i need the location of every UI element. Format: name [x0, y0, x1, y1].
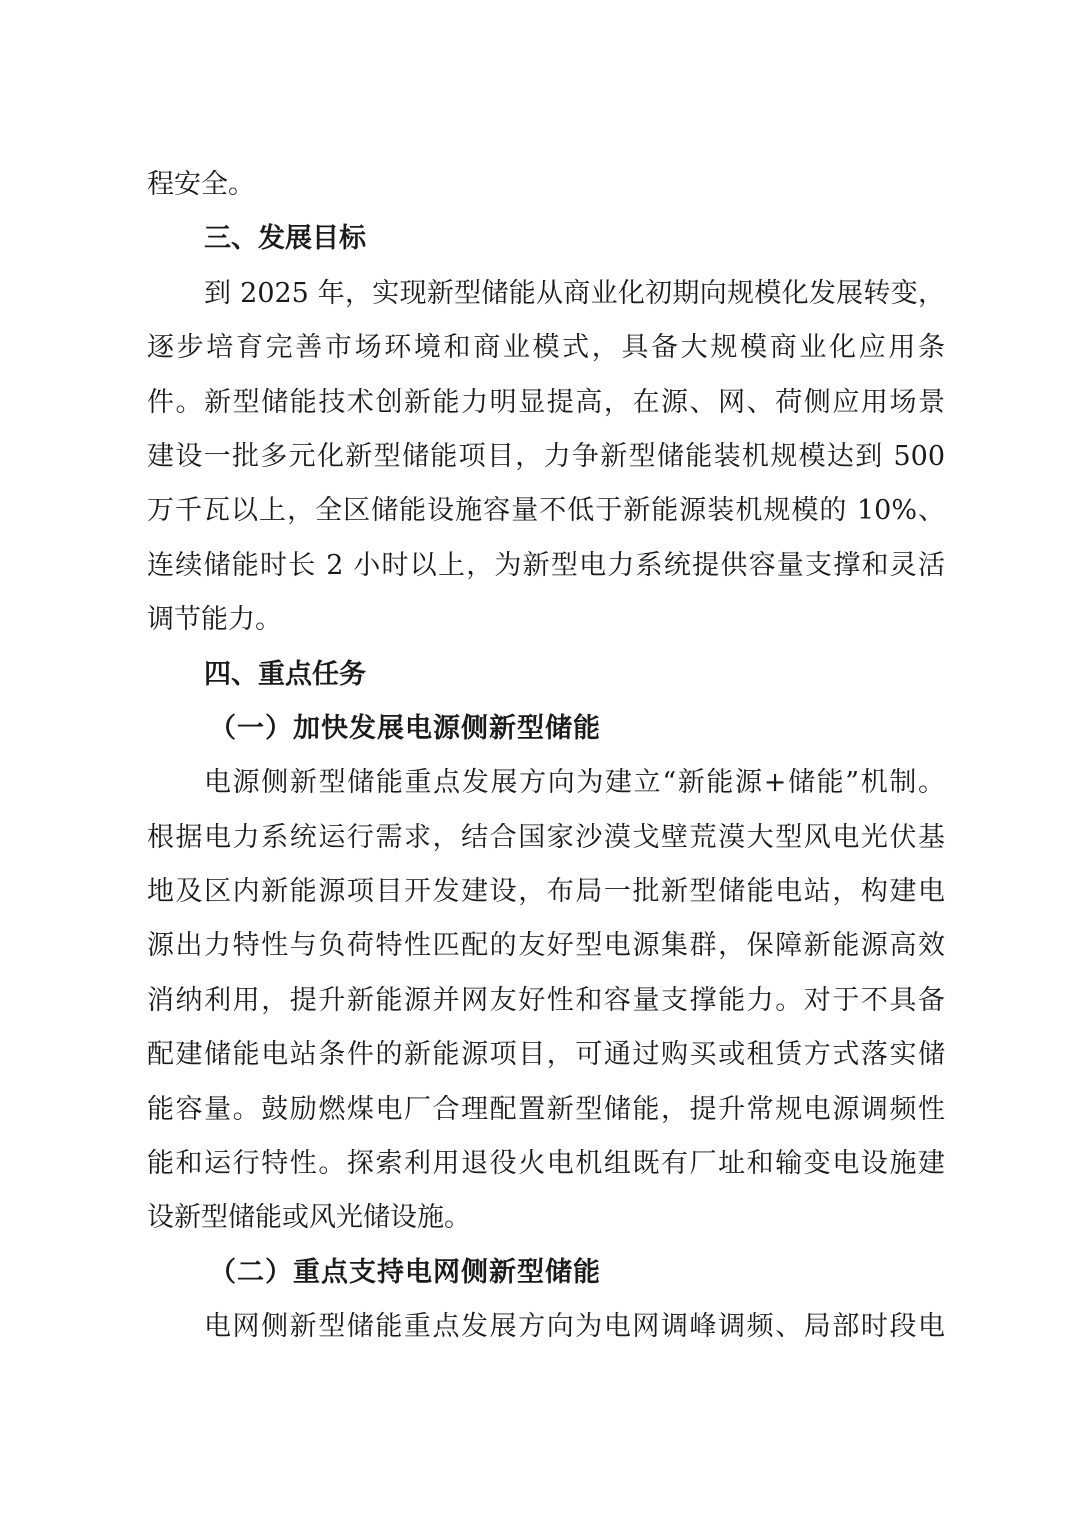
subsection-heading: （二）重点支持电网侧新型储能: [209, 1256, 601, 1288]
body-text-line: 能和运行特性。探索利用退役火电机组既有厂址和输变电设施建: [147, 1148, 945, 1180]
body-text-line: 设新型储能或风光储设施。: [147, 1202, 471, 1234]
document-page: [147, 158, 945, 1355]
paragraph-first-line: 电源侧新型储能重点发展方向为建立“新能源+储能”机制。: [204, 767, 945, 799]
body-text-line: 配建储能电站条件的新能源项目，可通过购买或租赁方式落实储: [147, 1039, 945, 1071]
body-text-line: 件。新型储能技术创新能力明显提高，在源、网、荷侧应用场景: [147, 386, 945, 418]
body-text-line: 万千瓦以上，全区储能设施容量不低于新能源装机规模的 10%、: [147, 495, 945, 527]
body-text-line: 程安全。: [147, 169, 255, 200]
body-text-line: 能容量。鼓励燃煤电厂合理配置新型储能，提升常规电源调频性: [147, 1093, 945, 1125]
body-text-line: 连续储能时长 2 小时以上，为新型电力系统提供容量支撑和灵活: [147, 549, 945, 581]
section-heading: 四、重点任务: [204, 658, 366, 690]
body-text-line: 逐步培育完善市场环境和商业模式，具备大规模商业化应用条: [147, 332, 945, 364]
body-text-line: 地及区内新能源项目开发建设，布局一批新型储能电站，构建电: [147, 876, 945, 908]
body-text-line: 建设一批多元化新型储能项目，力争新型储能装机规模达到 500: [147, 440, 945, 472]
body-text-line: 调节能力。: [147, 604, 282, 636]
body-text-line: 源出力特性与负荷特性匹配的友好型电源集群，保障新能源高效: [147, 930, 945, 962]
paragraph-first-line: 电网侧新型储能重点发展方向为电网调峰调频、局部时段电: [204, 1311, 945, 1343]
paragraph-first-line: 到 2025 年，实现新型储能从商业化初期向规模化发展转变，: [204, 277, 945, 309]
body-text-line: 消纳利用，提升新能源并网友好性和容量支撑能力。对于不具备: [147, 984, 945, 1016]
body-text-line: 根据电力系统运行需求，结合国家沙漠戈壁荒漠大型风电光伏基: [147, 821, 945, 853]
subsection-heading: （一）加快发展电源侧新型储能: [209, 712, 601, 744]
section-heading: 三、发展目标: [204, 223, 366, 255]
